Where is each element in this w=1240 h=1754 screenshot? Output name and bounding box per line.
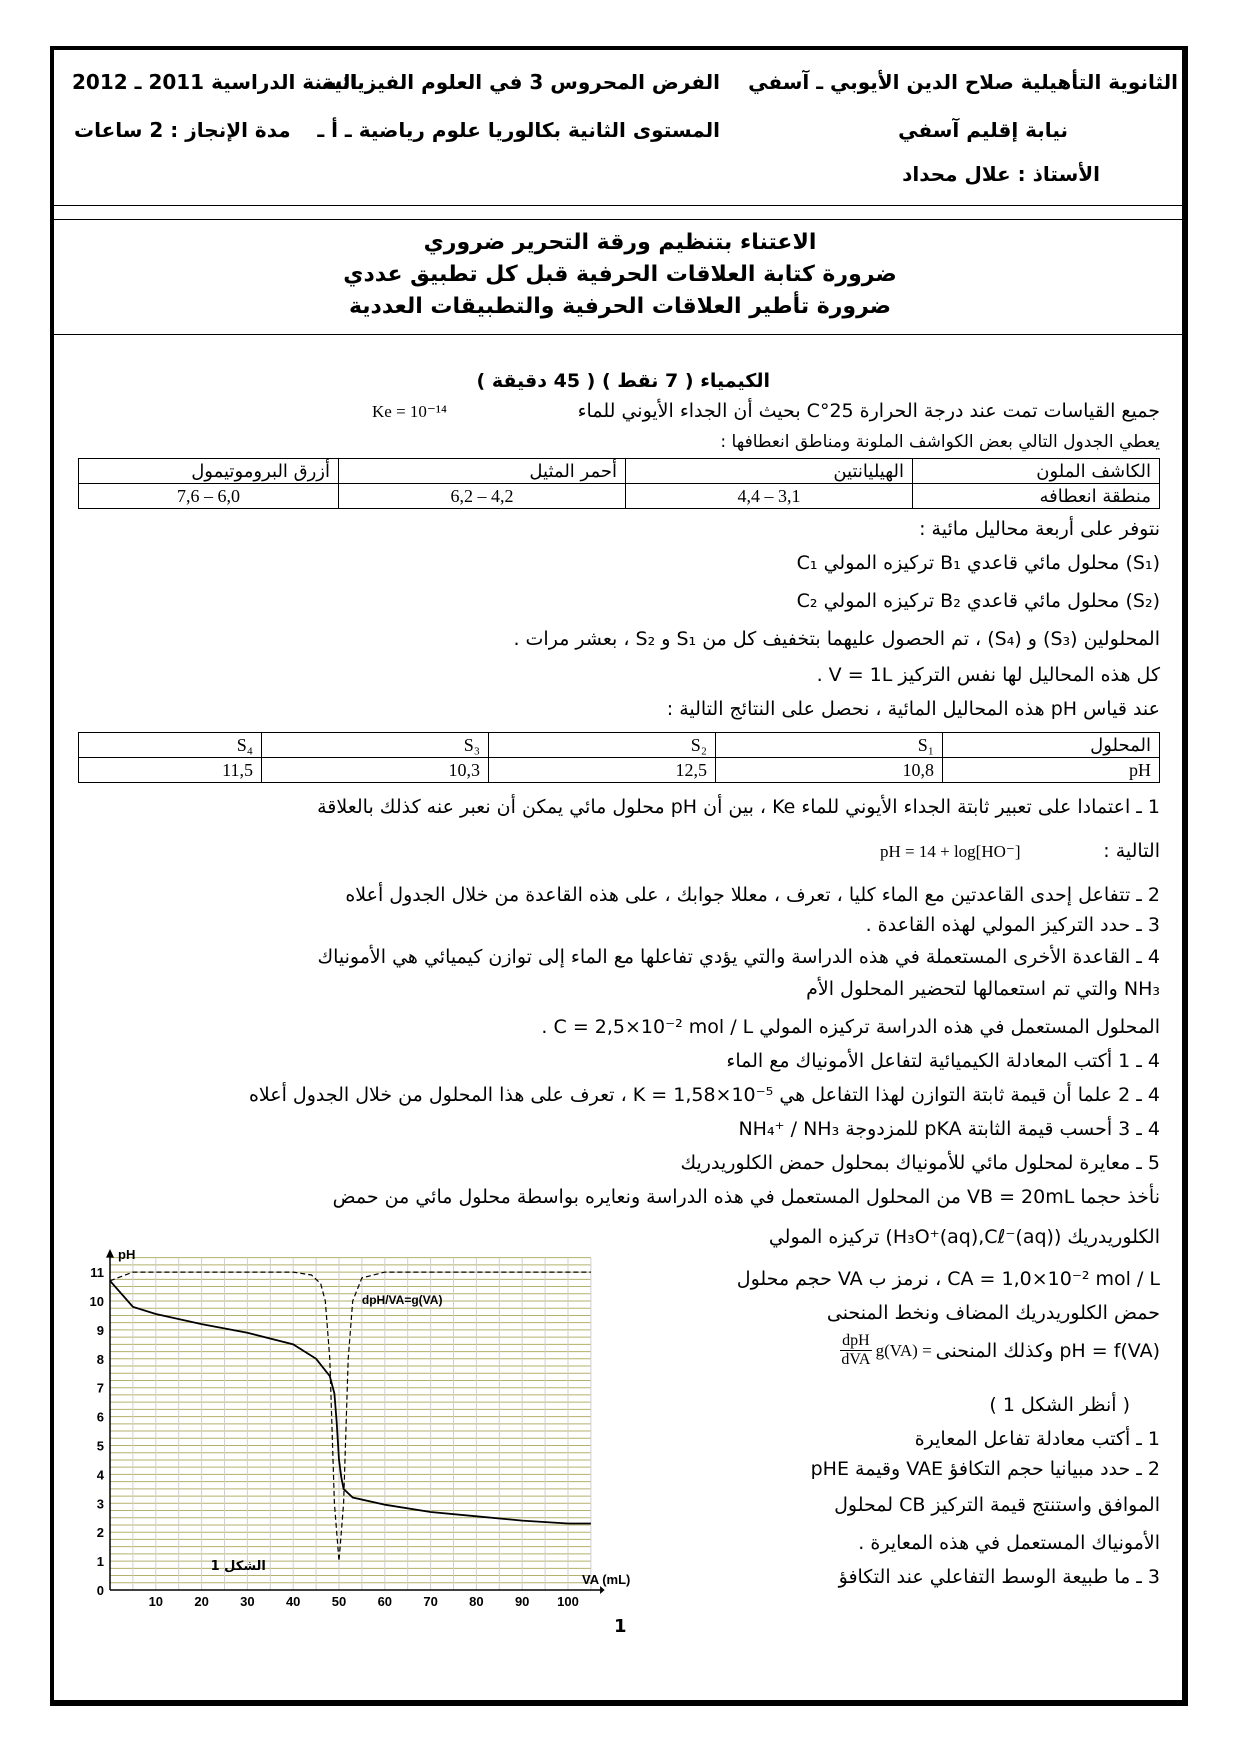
ph-value: 10,3 (262, 758, 489, 783)
question-1-line1: 1 ـ اعتمادا على تعبير ثابتة الجداء الأيوني للماء Ke ، بين أن pH محلول مائي يمكن أن نعبر عنه كذلك بالعلاقة (317, 796, 1160, 818)
question-4-line1: 4 ـ القاعدة الأخرى المستعملة في هذه الدراسة والتي يؤدي تفاعلها مع الماء إلى توازن كيميائي هي الأمونياك (317, 946, 1160, 968)
y-tick-label: 2 (96, 1525, 104, 1541)
duration: مدة الإنجاز : 2 ساعات (74, 118, 291, 142)
question-1-formula: pH = 14 + log[HO⁻] (880, 842, 1021, 861)
y-tick-label: 5 (96, 1438, 104, 1454)
x-tick-label: 40 (285, 1594, 301, 1609)
intro-text: جميع القياسات تمت عند درجة الحرارة 25°C بحيث أن الجداء الأيوني للماء (577, 400, 1160, 422)
section-title: الكيمياء ( 7 نقط ) ( 45 دقيقة ) (476, 370, 770, 392)
page-number: 1 (614, 1616, 627, 1637)
y-tick-label: 3 (96, 1496, 104, 1512)
y-tick-label: 9 (96, 1322, 104, 1338)
solution-s1: (S₁) محلول مائي قاعدي B₁ تركيزه المولي C₁ (796, 552, 1160, 574)
range-value: 3,1 – 4,4 (626, 484, 913, 509)
x-tick-label: 90 (514, 1594, 530, 1609)
level: المستوى الثانية بكالوريا علوم رياضية ـ أ ـ (317, 118, 720, 142)
y-axis-arrow (106, 1249, 114, 1258)
header-divider-2 (52, 219, 1186, 220)
indicator-name: الهيليانتين (626, 459, 913, 484)
notice-divider (52, 334, 1186, 335)
derivative-fraction (840, 1332, 872, 1369)
question-4-2: 4 ـ 2 علما أن قيمة ثابتة التوازن لهذا التفاعل هي K = 1,58×10⁻⁵ ، تعرف على هذا المحلول من خلال الجدول أعلاه (248, 1084, 1160, 1106)
range-value: 6,0 – 7,6 (79, 484, 339, 509)
figure-reference: ( أنظر الشكل 1 ) (989, 1394, 1130, 1416)
question-5-line1: نأخذ حجما VB = 20mL من المحلول المستعمل في هذه الدراسة ونعايره بواسطة محلول مائي من حمض (332, 1186, 1160, 1208)
question-5-line2: الكلوريدريك (H₃O⁺(aq),Cℓ⁻(aq)) تركيزه المولي (768, 1226, 1160, 1248)
question-4-line3: المحلول المستعمل في هذه الدراسة تركيزه المولي C = 2,5×10⁻² mol / L . (541, 1016, 1160, 1038)
curve-label: dpH/VA=g(VA) (361, 1292, 443, 1307)
x-tick-label: 50 (331, 1594, 347, 1609)
indicator-header: الكاشف الملون (913, 459, 1160, 484)
solution-s2: (S₂) محلول مائي قاعدي B₂ تركيزه المولي C₂ (796, 590, 1160, 612)
question-4-1: 4 ـ 1 أكتب المعادلة الكيميائية لتفاعل الأمونياك مع الماء (726, 1050, 1160, 1072)
solutions-intro: نتوفر على أربعة محاليل مائية : (919, 518, 1160, 540)
y-tick-label: 0 (96, 1583, 104, 1598)
question-5-2-line2: الموافق واستنتج قيمة التركيز CB لمحلول (834, 1494, 1160, 1516)
question-5-1: 1 ـ أكتب معادلة تفاعل المعايرة (914, 1428, 1160, 1450)
indicators-table (78, 458, 1160, 509)
question-5-2-line3: الأمونياك المستعمل في هذه المعايرة . (858, 1532, 1160, 1554)
question-3: 3 ـ حدد التركيز المولي لهذه القاعدة . (865, 914, 1160, 936)
ph-table (78, 732, 1160, 783)
range-header: منطقة انعطافه (913, 484, 1160, 509)
question-5-line5 (840, 1332, 1160, 1369)
teacher: الأستاذ : علال محداد (902, 162, 1100, 186)
question-5-title: 5 ـ معايرة لمحلول مائي للأمونياك بمحلول حمض الكلوريدريك (680, 1152, 1160, 1174)
fraction-numerator: dpH (842, 1332, 870, 1349)
exam-title: الفرض المحروس 3 في العلوم الفيزيائية (321, 70, 720, 94)
ph-intro: عند قياس pH هذه المحاليل المائية ، نحصل على النتائج التالية : (666, 698, 1160, 720)
volume-line: كل هذه المحاليل لها نفس التركيز V = 1L . (816, 664, 1160, 686)
question-5-line5-a: pH = f(VA) وكذلك المنحنى (935, 1339, 1160, 1362)
school-name: الثانوية التأهيلية صلاح الدين الأيوبي ـ آسفي (748, 70, 1178, 94)
x-tick-label: 100 (557, 1594, 579, 1609)
table-intro: يعطي الجدول التالي بعض الكواشف الملونة ومناطق انعطافها : (720, 432, 1160, 452)
question-5-line3: CA = 1,0×10⁻² mol / L ، نرمز ب VA حجم محلول (736, 1268, 1160, 1290)
y-tick-label: 7 (96, 1380, 104, 1396)
header-divider (52, 205, 1186, 206)
x-tick-label: 70 (423, 1594, 438, 1609)
x-tick-label: 80 (469, 1594, 484, 1609)
x-axis-label: VA (mL) (582, 1572, 631, 1587)
y-tick-label: 6 (96, 1409, 104, 1425)
ke-formula: Ke = 10⁻¹⁴ (372, 402, 447, 421)
ph-value: 11,5 (79, 758, 262, 783)
question-4-line2: NH₃ والتي تم استعمالها لتحضير المحلول الأم (806, 978, 1160, 1000)
x-tick-label: 60 (377, 1594, 393, 1609)
indicator-name: أزرق البروموتيمول (79, 459, 339, 484)
x-tick-label: 10 (148, 1594, 164, 1609)
ph-solution: S₄ (79, 733, 262, 758)
question-5-3: 3 ـ ما طبيعة الوسط التفاعلي عند التكافؤ (838, 1566, 1160, 1588)
fraction-denominator: dVA (841, 1351, 871, 1368)
y-tick-label: 10 (89, 1294, 104, 1309)
notice-1: الاعتناء بتنظيم ورقة التحرير ضروري (423, 230, 817, 255)
ph-value: 10,8 (716, 758, 943, 783)
indicator-name: أحمر المثيل (339, 459, 626, 484)
ph-table-header: pH (943, 758, 1160, 783)
notice-2: ضرورة كتابة العلاقات الحرفية قبل كل تطبيق عددي (343, 262, 897, 287)
figure-label: الشكل 1 (210, 1558, 266, 1574)
y-axis-label: pH (118, 1247, 136, 1263)
x-tick-label: 30 (240, 1594, 255, 1609)
question-1-line2: التالية : (1103, 840, 1160, 862)
school-year: السنة الدراسية 2011 ـ 2012 (72, 70, 358, 94)
range-value: 4,2 – 6,2 (339, 484, 626, 509)
ph-solution: S₁ (716, 733, 943, 758)
question-2: 2 ـ تتفاعل إحدى القاعدتين مع الماء كليا ، تعرف ، معللا جوابك ، على هذه القاعدة من خلال الجدول أعلاه (345, 884, 1160, 906)
ph-value: 12,5 (489, 758, 716, 783)
titration-chart (84, 1222, 664, 1612)
y-tick-label: 11 (90, 1265, 104, 1281)
directorate: نيابة إقليم آسفي (898, 118, 1068, 142)
y-tick-label: 8 (96, 1351, 104, 1367)
question-4-3: 4 ـ 3 أحسب قيمة الثابتة pKA للمزدوجة NH₄⁺ / NH₃ (738, 1118, 1160, 1140)
question-5-line4: حمض الكلوريدريك المضاف ونخط المنحنى (826, 1302, 1160, 1324)
ph-solution: S₃ (262, 733, 489, 758)
notice-3: ضرورة تأطير العلاقات الحرفية والتطبيقات العددية (348, 294, 892, 319)
y-tick-label: 1 (96, 1554, 104, 1570)
question-5-line5-b: = g(VA) (875, 1340, 932, 1360)
question-5-2-line1: 2 ـ حدد مبيانيا حجم التكافؤ VAE وقيمة pHE (810, 1458, 1160, 1480)
y-tick-label: 4 (96, 1467, 104, 1483)
ph-solution: S₂ (489, 733, 716, 758)
ph-table-header: المحلول (943, 733, 1160, 758)
x-axis-arrow (600, 1586, 605, 1594)
solutions-s3-s4: المحلولين (S₃) و (S₄) ، تم الحصول عليهما بتخفيف كل من S₁ و S₂ ، بعشر مرات . (513, 628, 1160, 650)
x-tick-label: 20 (194, 1594, 209, 1609)
